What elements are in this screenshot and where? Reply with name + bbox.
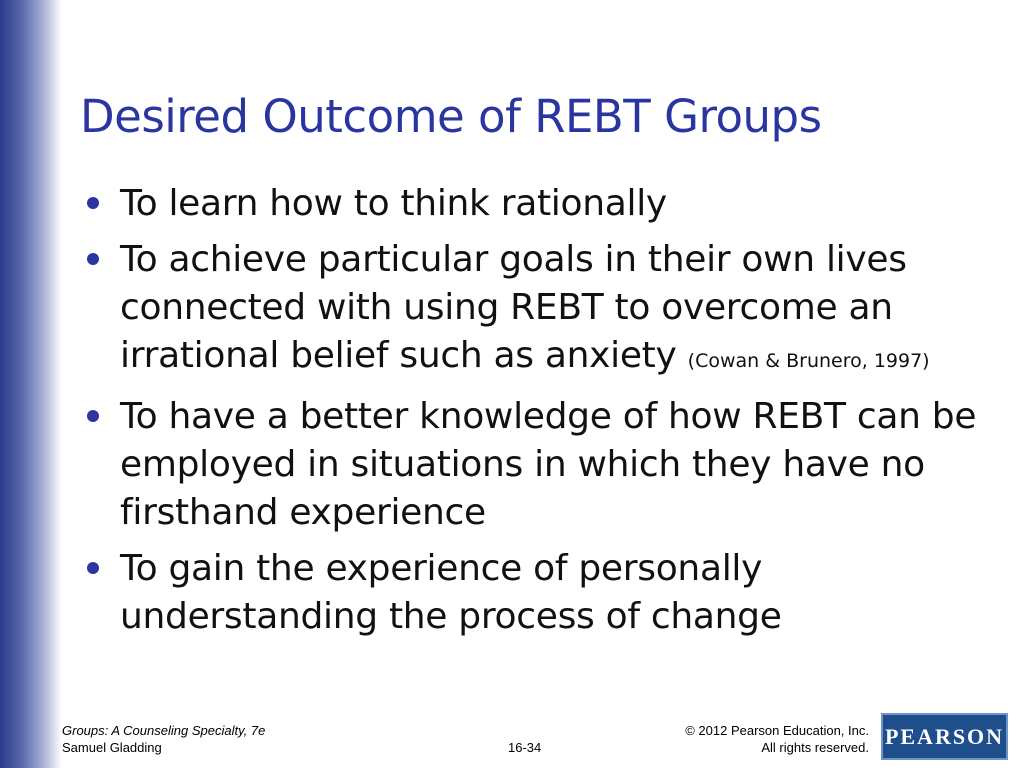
footer-author: Samuel Gladding	[62, 740, 162, 755]
bullet-item	[82, 180, 1002, 228]
bullet-dot-icon	[87, 253, 99, 265]
footer-page-number: 16-34	[508, 740, 542, 755]
bullet-text: To learn how to think rationally	[120, 183, 667, 224]
bullet-item	[82, 545, 1002, 641]
side-gradient-bar	[0, 0, 62, 768]
bullet-text: To gain the experience of personally understanding the process of change	[120, 548, 782, 637]
bullet-dot-icon	[87, 197, 99, 209]
footer-copyright-line: © 2012 Pearson Education, Inc.	[685, 723, 869, 738]
slide-title: Desired Outcome of REBT Groups	[80, 90, 822, 143]
pearson-logo: PEARSON	[881, 713, 1008, 760]
footer-rights-line: All rights reserved.	[761, 740, 869, 755]
bullet-list	[82, 180, 1002, 649]
footer-copyright	[685, 722, 869, 756]
footer-book-info	[62, 722, 265, 756]
bullet-text: To achieve particular goals in their own lives connected with using REBT to overcome an irrational belief such as anxiety	[120, 239, 907, 376]
footer-book-title: Groups: A Counseling Specialty, 7e	[62, 723, 266, 738]
bullet-item	[82, 236, 1002, 385]
bullet-text: To have a better knowledge of how REBT can be employed in situations in which they have no firsthand experience	[120, 396, 977, 533]
bullet-dot-icon	[87, 562, 99, 574]
bullet-item	[82, 393, 1002, 537]
bullet-dot-icon	[87, 410, 99, 422]
bullet-citation: (Cowan & Brunero, 1997)	[687, 350, 930, 372]
